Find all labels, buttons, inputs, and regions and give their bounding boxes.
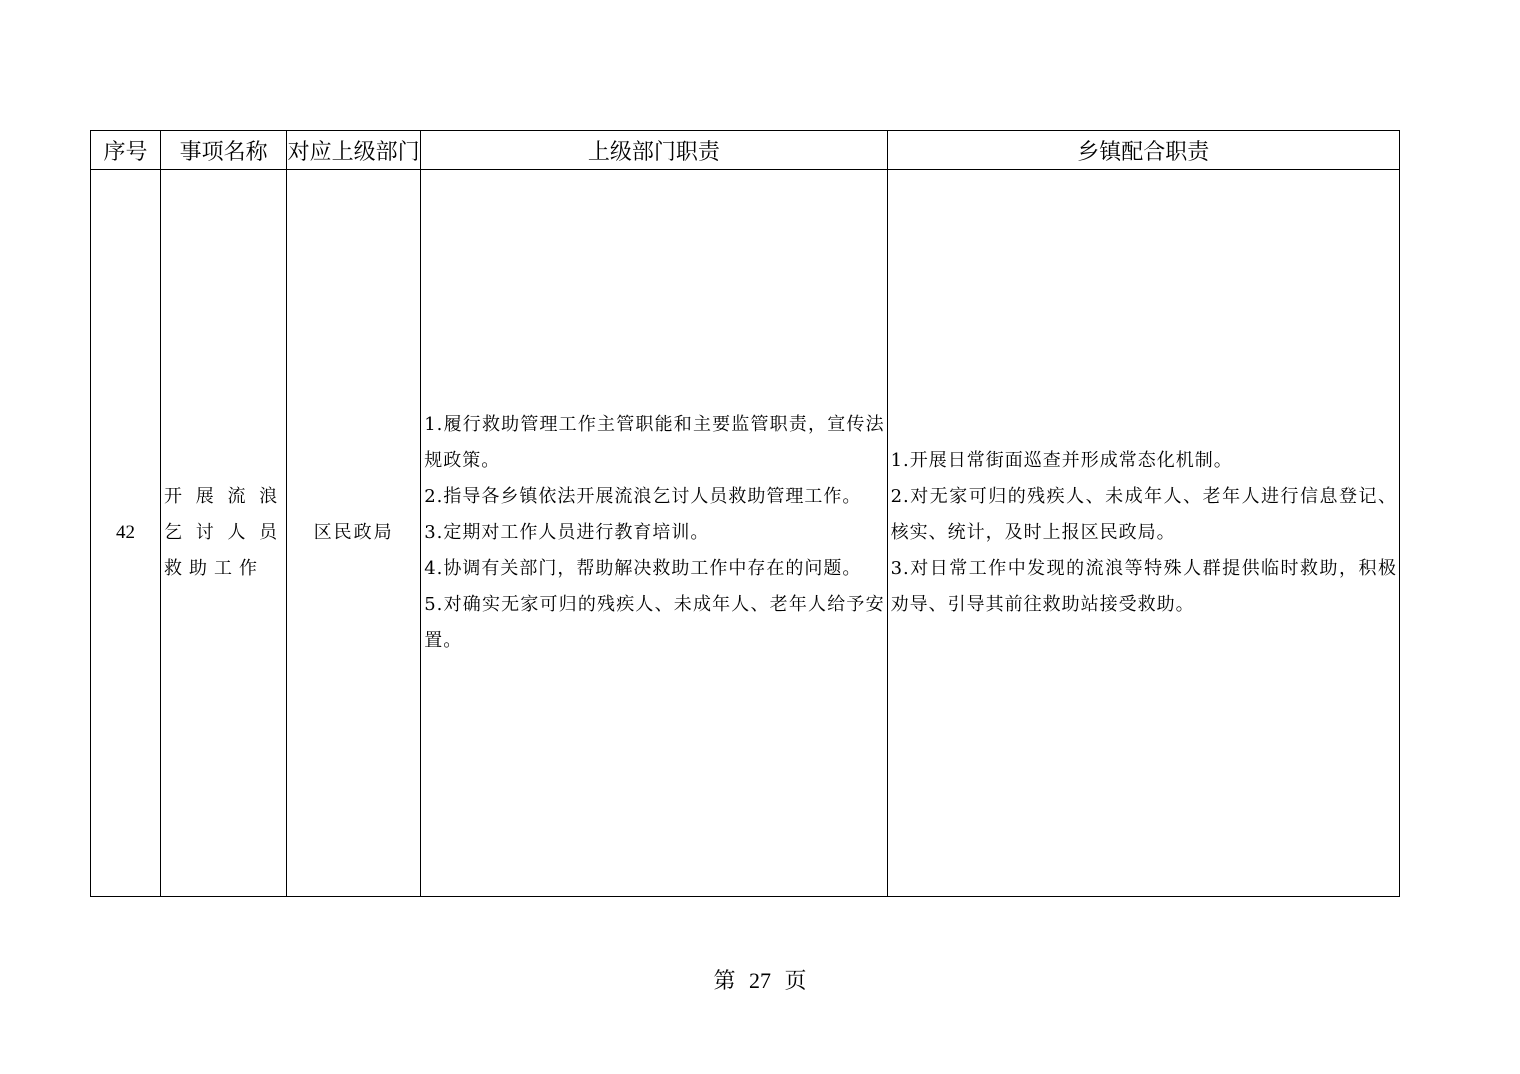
header-town-duties: 乡镇配合职责: [887, 131, 1399, 170]
table-header-row: [91, 131, 1400, 170]
header-upper-dept: 对应上级部门: [287, 131, 421, 170]
duty-table: [90, 130, 1400, 897]
upper-duty-item: 4.协调有关部门，帮助解决救助工作中存在的问题。: [424, 558, 862, 579]
town-duty-item: 3.对日常工作中发现的流浪等特殊人群提供临时救助，积极劝导、引导其前往救助站接受救助。: [890, 558, 1397, 615]
table-row: [91, 170, 1400, 897]
row-seq: 42: [91, 170, 161, 897]
upper-duty-item: 2.指导各乡镇依法开展流浪乞讨人员救助管理工作。: [424, 486, 862, 507]
town-duty-item: 2.对无家可归的残疾人、未成年人、老年人进行信息登记、核实、统计，及时上报区民政局。: [890, 486, 1397, 543]
upper-duty-item: 5.对确实无家可归的残疾人、未成年人、老年人给予安置。: [424, 594, 885, 651]
page-number: 第 27 页: [713, 968, 807, 993]
row-town-duties: [887, 170, 1399, 897]
row-upper-duties: [421, 170, 887, 897]
header-upper-duties: 上级部门职责: [421, 131, 887, 170]
header-item-name: 事项名称: [161, 131, 287, 170]
row-item-name: 开展流浪乞讨人员救助工作: [161, 170, 287, 897]
row-upper-dept: 区民政局: [287, 170, 421, 897]
header-seq: 序号: [91, 131, 161, 170]
upper-duty-item: 3.定期对工作人员进行教育培训。: [424, 522, 710, 543]
town-duty-item: 1.开展日常街面巡查并形成常态化机制。: [890, 450, 1233, 471]
upper-duty-item: 1.履行救助管理工作主管职能和主要监管职责，宣传法规政策。: [424, 414, 885, 471]
